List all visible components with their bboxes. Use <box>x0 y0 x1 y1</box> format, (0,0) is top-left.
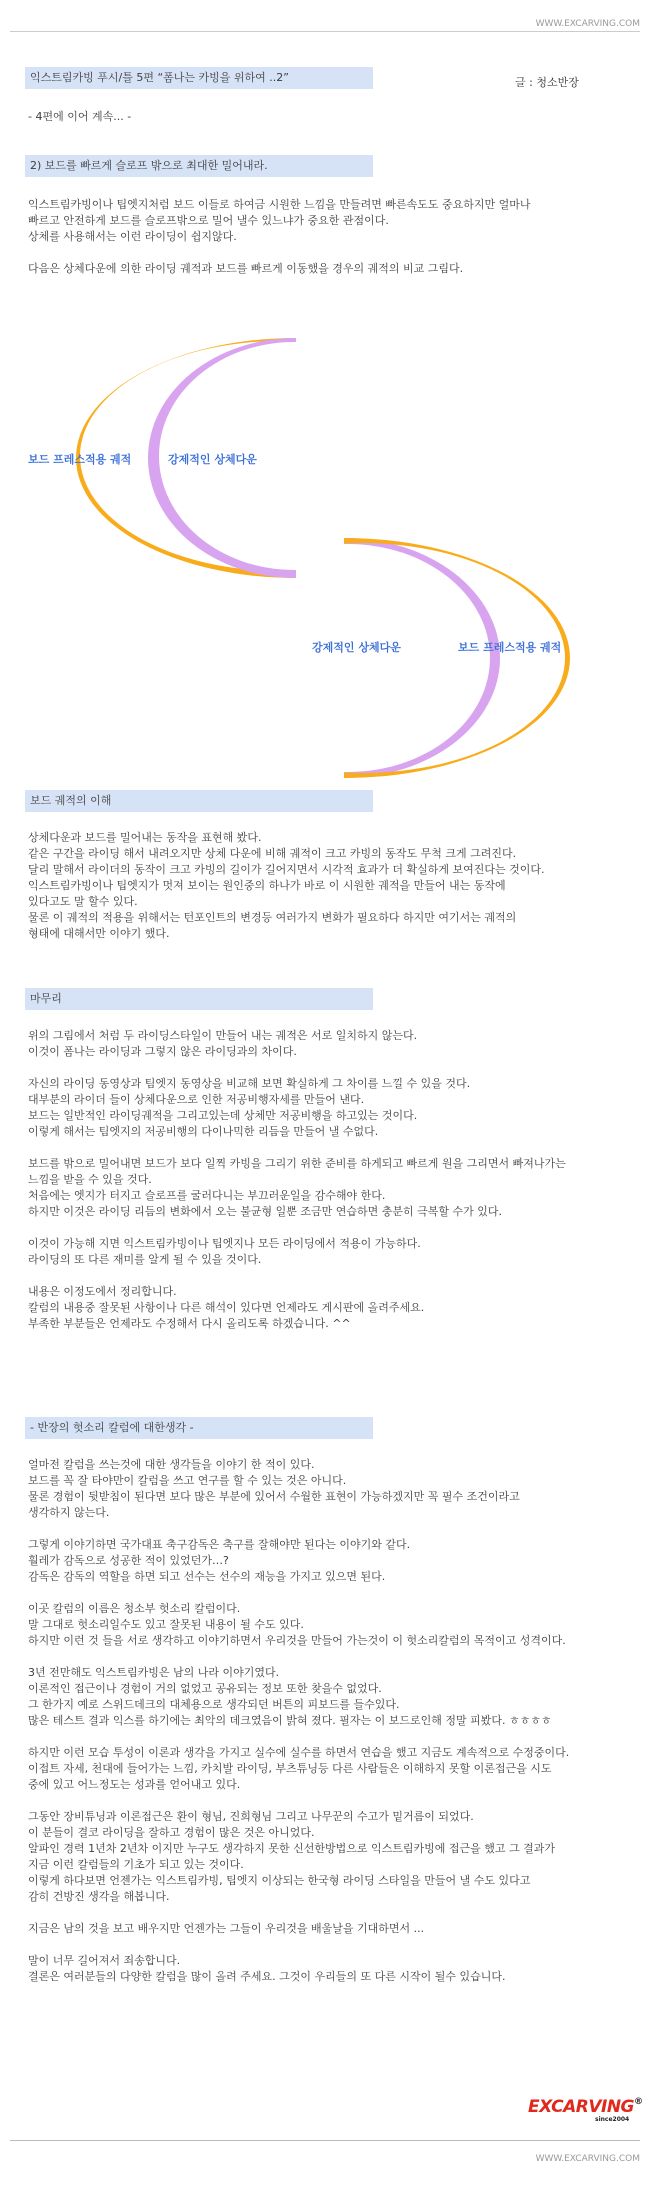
conclusion-line: 이것이 폼나는 라이딩과 그렇지 않은 라이딩과의 차이다. <box>28 1045 297 1058</box>
conclusion-line: 이렇게 해서는 팀엣지의 저공비행의 다이나믹한 리듬을 만들어 낼 수없다. <box>28 1125 379 1138</box>
label-body-down-left: 강제적인 상체다운 <box>168 453 257 466</box>
thoughts-heading-bar <box>25 1417 373 1439</box>
author-label: 글 : 청소반장 <box>515 76 579 89</box>
thoughts-line: 얼마전 칼럼을 쓰는것에 대한 생각들을 이야기 한 적이 있다. <box>28 1458 315 1471</box>
top-divider <box>10 31 640 32</box>
thoughts-line: 말이 너무 길어져서 죄송합니다. <box>28 1954 181 1967</box>
thoughts-line: 그렇게 이야기하면 국가대표 축구감독은 축구를 잘해야만 된다는 이야기와 같다. <box>28 1538 411 1551</box>
conclusion-line: 보드를 밖으로 밀어내면 보드가 보다 일찍 카빙을 그리기 위한 준비를 하게되고 빠르게 원을 그리면서 빠져나가는 <box>28 1157 566 1170</box>
label-board-press-right: 보드 프레스적용 궤적 <box>458 641 562 654</box>
site-url-top[interactable]: WWW.EXCARVING.COM <box>535 19 640 29</box>
section2-line: 빠르고 안전하게 보드를 슬로프밖으로 밀어 낼수 있느냐가 중요한 관점이다. <box>28 214 389 227</box>
conclusion-line: 내용은 이정도에서 정리합니다. <box>28 1285 177 1298</box>
conclusion-line: 칼럼의 내용중 잘못된 사항이나 다른 해석이 있다면 언제라도 게시판에 올려주세요. <box>28 1301 425 1314</box>
section2-heading: 2) 보드를 빠르게 슬로프 밖으로 최대한 밀어내라. <box>30 159 268 172</box>
conclusion-line: 느낌을 받을 수 있을 것다. <box>28 1173 152 1186</box>
section2-body <box>28 197 628 277</box>
conclusion-heading: 마무리 <box>30 992 62 1005</box>
trajectory-diagram <box>0 338 650 778</box>
thoughts-line: 이곳 칼럼의 이름은 청소부 헛소리 칼럼이다. <box>28 1602 241 1615</box>
thoughts-line: 말 그대로 헛소리일수도 있고 잘못된 내용이 될 수도 있다. <box>28 1618 304 1631</box>
conclusion-line: 대부분의 라이더 들이 상체다운으로 인한 저공비행자세를 만들어 낸다. <box>28 1093 365 1106</box>
conclusion-line: 부족한 부분들은 언제라도 수정해서 다시 올리도록 하겠습니다. ^^ <box>28 1317 351 1330</box>
thoughts-line: 생각하지 않는다. <box>28 1506 110 1519</box>
trajectory-heading: 보드 궤적의 이해 <box>30 794 112 807</box>
logo-registered-mark: ® <box>634 2097 643 2107</box>
trajectory-line: 같은 구간을 라이딩 해서 내려오지만 상체 다운에 비해 궤적이 크고 카빙의 동작도 무척 크게 그려진다. <box>28 847 517 860</box>
thoughts-line: 이접트 자세, 천대에 들어가는 느낌, 카치발 라이딩, 부츠튜닝등 다른 사람들은 이해하지 못할 이론접근을 시도 <box>28 1762 552 1775</box>
conclusion-line: 하지만 이것은 라이딩 리듬의 변화에서 오는 불균형 일뿐 조금만 연습하면 충분히 극복할 수가 있다. <box>28 1205 502 1218</box>
thoughts-line: 하지만 이런 모습 투성이 이론과 생각을 가지고 실수에 실수를 하면서 연습을 했고 지금도 계속적으로 수정중이다. <box>28 1746 570 1759</box>
article-title-bar <box>25 67 373 89</box>
thoughts-line: 물론 경험이 뒷받침이 된다면 보다 많은 부분에 있어서 수월한 표현이 가능하겠지만 꼭 필수 조건이라고 <box>28 1490 520 1503</box>
trajectory-line: 있다고도 말 할수 있다. <box>28 895 138 908</box>
conclusion-line: 이것이 가능해 지면 익스트림카빙이나 팁엣지나 모든 라이딩에서 적용이 가능하다. <box>28 1237 421 1250</box>
conclusion-heading-bar <box>25 988 373 1010</box>
thoughts-body <box>28 1457 628 1985</box>
article-title: 익스트림카빙 푸시/틀 5편 “폼나는 카빙을 위하여 ..2” <box>30 71 289 84</box>
thoughts-line: 그동안 장비튜닝과 이론접근은 환이 형님, 진희형님 그리고 나무꾼의 수고가 밑거름이 되었다. <box>28 1810 474 1823</box>
trajectory-line: 상체다운과 보드를 밀어내는 동작을 표현해 봤다. <box>28 831 262 844</box>
lower-board-trajectory <box>118 538 570 778</box>
thoughts-line: 보드를 꼭 잘 타야만이 칼럼을 쓰고 연구를 할 수 있는 것은 아니다. <box>28 1474 347 1487</box>
thoughts-line: 이론적인 접근이나 경험이 거의 없었고 공유되는 정보 또한 찾을수 없었다. <box>28 1682 382 1695</box>
trajectory-body <box>28 830 628 942</box>
thoughts-heading: - 반장의 헛소리 칼럼에 대한생각 - <box>30 1421 194 1434</box>
thoughts-line: 많은 테스트 결과 익스를 하기에는 최악의 데크였음이 밝혀 졌다. 필자는 이 보드로인해 정말 피봤다. ㅎㅎㅎㅎ <box>28 1714 552 1727</box>
thoughts-line: 이렇게 하다보면 언젠가는 익스트림카빙, 팁엣지 이상되는 한국형 라이딩 스타일을 만들어 낼 수도 있다고 <box>28 1874 531 1887</box>
site-url-bottom[interactable]: WWW.EXCARVING.COM <box>535 2154 640 2164</box>
section2-heading-bar <box>25 155 373 177</box>
thoughts-line: 결론은 여러분들의 다양한 칼럼을 많이 올려 주세요. 그것이 우리들의 또 다른 시작이 될수 있습니다. <box>28 1970 506 1983</box>
label-board-press-left: 보드 프레스적용 궤적 <box>28 453 132 466</box>
thoughts-line: 3년 전만해도 익스트림카빙은 남의 나라 이야기였다. <box>28 1666 280 1679</box>
intro-text: - 4편에 이어 계속... - <box>28 110 132 123</box>
label-body-down-right: 강제적인 상체다운 <box>312 641 401 654</box>
section2-line: 상체를 사용해서는 이런 라이딩이 쉽지않다. <box>28 230 237 243</box>
thoughts-line: 중에 있고 어느정도는 성과를 얻어내고 있다. <box>28 1778 241 1791</box>
logo-text: EXCARVING <box>528 2097 634 2117</box>
trajectory-heading-bar <box>25 790 373 812</box>
trajectory-line: 익스트림카빙이나 팁엣지가 멋져 보이는 원인중의 하나가 바로 이 시원한 궤적을 만들어 내는 동작에 <box>28 879 506 892</box>
thoughts-line: 감독은 감독의 역할을 하면 되고 선수는 선수의 재능을 가지고 있으면 된다. <box>28 1570 386 1583</box>
thoughts-line: 지금 이런 칼럼들의 기초가 되고 있는 것이다. <box>28 1858 244 1871</box>
conclusion-line: 자신의 라이딩 동영상과 팀엣지 동영상을 비교해 보면 확실하게 그 차이를 느낄 수 있을 것다. <box>28 1077 471 1090</box>
thoughts-line: 알파인 경력 1년차 2년차 이지만 누구도 생각하지 못한 신선한방법으로 익스트림카빙에 접근을 했고 그 결과가 <box>28 1842 555 1855</box>
section2-line: 다음은 상체다운에 의한 라이딩 궤적과 보드를 빠르게 이동했을 경우의 궤적의 비교 그림다. <box>28 262 464 275</box>
conclusion-body <box>28 1028 628 1332</box>
thoughts-line: 지금은 남의 것을 보고 배우지만 언젠가는 그들이 우리것을 배울날을 기대하면서 ... <box>28 1922 425 1935</box>
bottom-divider <box>10 2140 640 2141</box>
thoughts-line: 훨레가 감독으로 성공한 적이 있었던가…? <box>28 1554 229 1567</box>
excarving-logo <box>528 2097 643 2117</box>
conclusion-line: 보드는 일반적인 라이딩궤적을 그리고있는데 상체만 저공비행을 하고있는 것이다. <box>28 1109 418 1122</box>
conclusion-line: 처음에는 엣지가 터지고 슬로프를 굴러다니는 부끄러운일을 감수해야 한다. <box>28 1189 386 1202</box>
thoughts-line: 이 분들이 결코 라이딩을 잘하고 경험이 많은 것은 아니었다. <box>28 1826 315 1839</box>
thoughts-line: 그 한가지 예로 스위드데크의 대체용으로 생각되던 버튼의 피보드를 들수있다. <box>28 1698 400 1711</box>
conclusion-line: 위의 그림에서 처럼 두 라이딩스타일이 만들어 내는 궤적은 서로 일치하지 않는다. <box>28 1029 418 1042</box>
thoughts-line: 감히 건방진 생각을 해봅니다. <box>28 1890 170 1903</box>
trajectory-line: 형태에 대해서만 이야기 했다. <box>28 927 170 940</box>
logo-since: since2004 <box>595 2116 630 2123</box>
trajectory-line: 물론 이 궤적의 적용을 위해서는 턴포인트의 변경등 여러가지 변화가 필요하다 하지만 여기서는 궤적의 <box>28 911 517 924</box>
trajectory-line: 달리 말해서 라이더의 동작이 크고 카빙의 길이가 길어지면서 시각적 효과가 더 확실하게 보여진다는 것이다. <box>28 863 545 876</box>
thoughts-line: 하지만 이런 것 들을 서로 생각하고 이야기하면서 우리것을 만들어 가는것이 이 헛소리칼럼의 목적이고 성격이다. <box>28 1634 566 1647</box>
section2-line: 익스트림카빙이나 팁엣지처럼 보드 이들로 하여금 시원한 느낌을 만들려면 빠른속도도 중요하지만 얼마나 <box>28 198 531 211</box>
conclusion-line: 라이딩의 또 다른 재미를 알게 될 수 있을 것이다. <box>28 1253 262 1266</box>
